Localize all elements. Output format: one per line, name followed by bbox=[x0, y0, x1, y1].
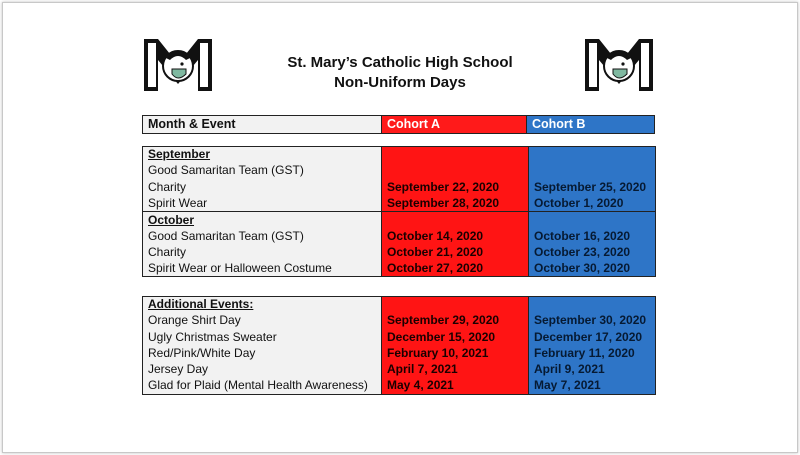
cohort-a-date: October 27, 2020 bbox=[382, 261, 529, 277]
cohort-a-date: May 4, 2021 bbox=[382, 378, 529, 394]
cohort-a-date: February 10, 2021 bbox=[382, 345, 529, 361]
cohort-b-date: April 9, 2021 bbox=[529, 362, 656, 378]
cohort-b-date: September 25, 2020 bbox=[529, 179, 656, 195]
cohort-b-date: October 16, 2020 bbox=[529, 228, 656, 244]
event-name: Charity bbox=[143, 244, 382, 260]
cohort-a-date: October 14, 2020 bbox=[382, 228, 529, 244]
table-row bbox=[143, 378, 656, 394]
table-row bbox=[143, 329, 656, 345]
table-row bbox=[143, 228, 656, 244]
column-header-cohort-a: Cohort A bbox=[382, 116, 527, 133]
cohort-a-date: April 7, 2021 bbox=[382, 362, 529, 378]
cohort-b-date: February 11, 2020 bbox=[529, 345, 656, 361]
cohort-a-date: September 29, 2020 bbox=[382, 313, 529, 329]
page-title: Non-Uniform Days bbox=[334, 74, 466, 91]
cohort-b-date: October 1, 2020 bbox=[529, 195, 656, 211]
event-name: Good Samaritan Team (GST) bbox=[143, 163, 382, 179]
table-row bbox=[143, 179, 656, 195]
event-name: Charity bbox=[143, 179, 382, 195]
school-logo-icon bbox=[142, 36, 214, 94]
table-row bbox=[143, 147, 656, 163]
cohort-a-date: September 22, 2020 bbox=[382, 179, 529, 195]
cohort-b-date: October 30, 2020 bbox=[529, 261, 656, 277]
event-name: Spirit Wear bbox=[143, 195, 382, 211]
cohort-b-date bbox=[529, 163, 656, 179]
cohort-b-date: December 17, 2020 bbox=[529, 329, 656, 345]
table-row bbox=[143, 212, 656, 228]
event-name: Glad for Plaid (Mental Health Awareness) bbox=[143, 378, 382, 394]
section-heading: Additional Events: bbox=[143, 297, 382, 313]
monthly-schedule-table bbox=[142, 146, 656, 277]
event-name: Jersey Day bbox=[143, 362, 382, 378]
event-name: Orange Shirt Day bbox=[143, 313, 382, 329]
event-name: Ugly Christmas Sweater bbox=[143, 329, 382, 345]
additional-events-table bbox=[142, 296, 656, 395]
table-row bbox=[143, 163, 656, 179]
cohort-b-date: September 30, 2020 bbox=[529, 313, 656, 329]
table-row bbox=[143, 362, 656, 378]
column-header-event: Month & Event bbox=[143, 116, 382, 133]
table-row bbox=[143, 261, 656, 277]
cohort-a-date: October 21, 2020 bbox=[382, 244, 529, 260]
table-row bbox=[143, 313, 656, 329]
month-heading: October bbox=[143, 212, 382, 228]
month-heading: September bbox=[143, 147, 382, 163]
school-name: St. Mary’s Catholic High School bbox=[287, 54, 513, 71]
school-logo-icon bbox=[583, 36, 655, 94]
event-name: Red/Pink/White Day bbox=[143, 345, 382, 361]
column-header-row bbox=[142, 115, 655, 134]
column-header-cohort-b: Cohort B bbox=[527, 116, 654, 133]
event-name: Spirit Wear or Halloween Costume bbox=[143, 261, 382, 277]
cohort-b-date: May 7, 2021 bbox=[529, 378, 656, 394]
table-row bbox=[143, 244, 656, 260]
cohort-a-date: September 28, 2020 bbox=[382, 195, 529, 211]
cohort-a-date: December 15, 2020 bbox=[382, 329, 529, 345]
table-row bbox=[143, 195, 656, 211]
cohort-b-date: October 23, 2020 bbox=[529, 244, 656, 260]
table-row bbox=[143, 345, 656, 361]
event-name: Good Samaritan Team (GST) bbox=[143, 228, 382, 244]
cohort-a-date bbox=[382, 163, 529, 179]
table-row bbox=[143, 297, 656, 313]
